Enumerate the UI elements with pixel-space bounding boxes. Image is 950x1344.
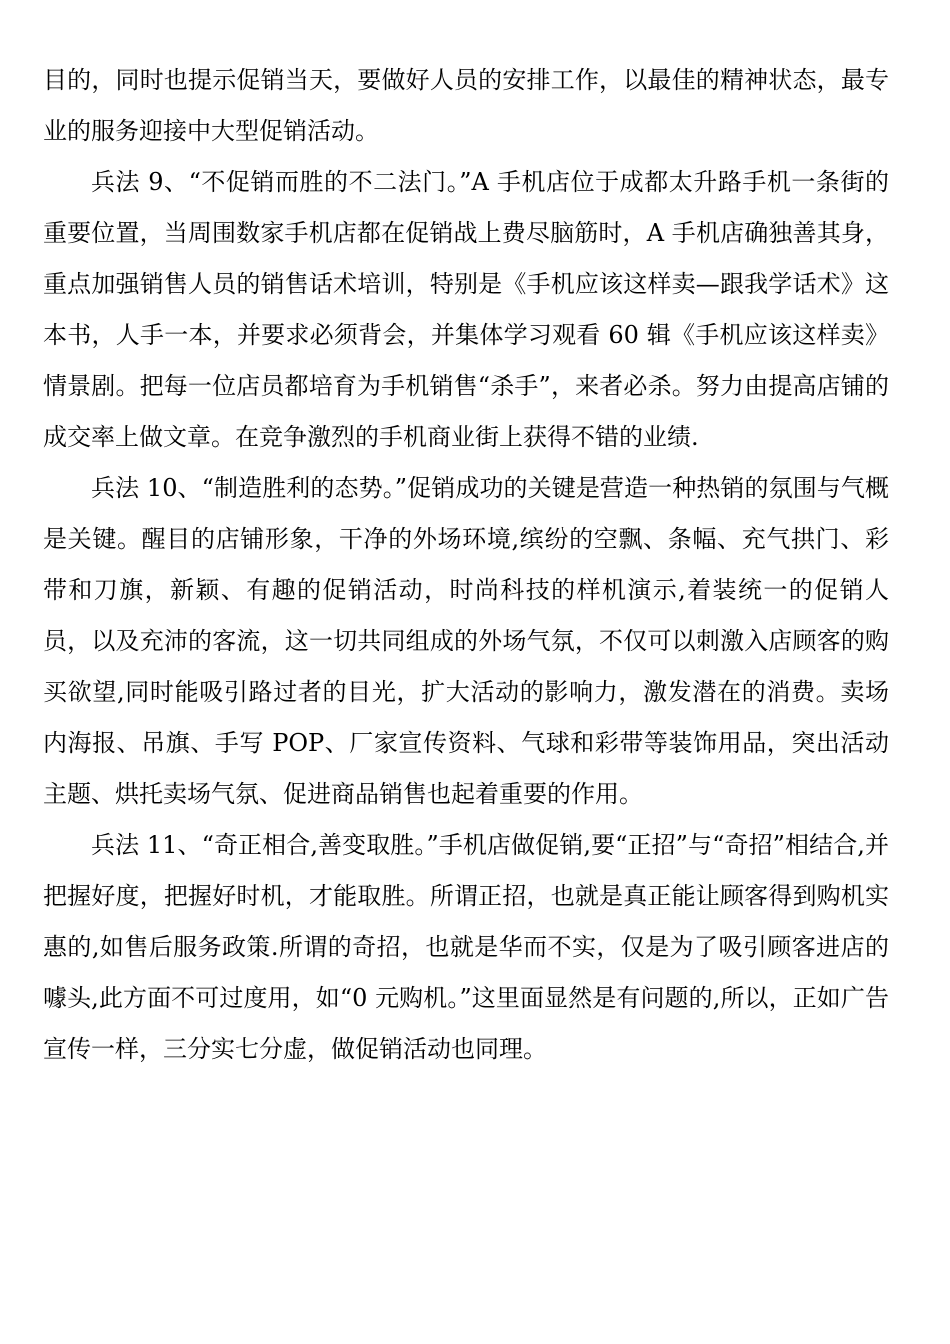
paragraph-strategy-10: 兵法 10、“制造胜利的态势。”促销成功的关键是营造一种热销的氛围与气概是关键。醒目的店铺形象，干净的外场环境,缤纷的空飘、条幅、充气拱门、彩带和刀旗，新颖、有趣的促销活动，时尚科技的样机演示,着装统一的促销人员，以及充沛的客流，这一切共同组成的外场气氛，不仅可以刺激入店顾客的购买欲望,同时能吸引路过者的目光，扩大活动的影响力，激发潜在的消费。卖场内海报、吊旗、手写 POP、厂家宣传资料、气球和彩带等装饰用品，突出活动主题、烘托卖场气氛、促进商品销售也起着重要的作用。: [43, 474, 889, 808]
paragraph-continuation: 目的，同时也提示促销当天，要做好人员的安排工作，以最佳的精神状态，最专业的服务迎接中大型促销活动。: [43, 66, 889, 145]
paragraph-strategy-11: 兵法 11、“奇正相合,善变取胜。”手机店做促销,要“正招”与“奇招”相结合,并把握好度，把握好时机，才能取胜。所谓正招，也就是真正能让顾客得到购机实惠的,如售后服务政策.所谓的奇招，也就是华而不实，仅是为了吸引顾客进店的噱头,此方面不可过度用，如“0 元购机。”这里面显然是有问题的,所以，正如广告宣传一样，三分实七分虚，做促销活动也同理。: [43, 831, 889, 1063]
document-page: [43, 55, 889, 1075]
paragraph-strategy-9: 兵法 9、“不促销而胜的不二法门。”A 手机店位于成都太升路手机一条街的重要位置，当周围数家手机店都在促销战上费尽脑筋时，A 手机店确独善其身，重点加强销售人员的销售话术培训，特别是《手机应该这样卖—跟我学话术》这本书，人手一本，并要求必须背会，并集体学习观看 60 辑《手机应该这样卖》情景剧。把每一位店员都培育为手机销售“杀手”，来者必杀。努力由提高店铺的成交率上做文章。在竞争激烈的手机商业街上获得不错的业绩.: [43, 168, 889, 451]
